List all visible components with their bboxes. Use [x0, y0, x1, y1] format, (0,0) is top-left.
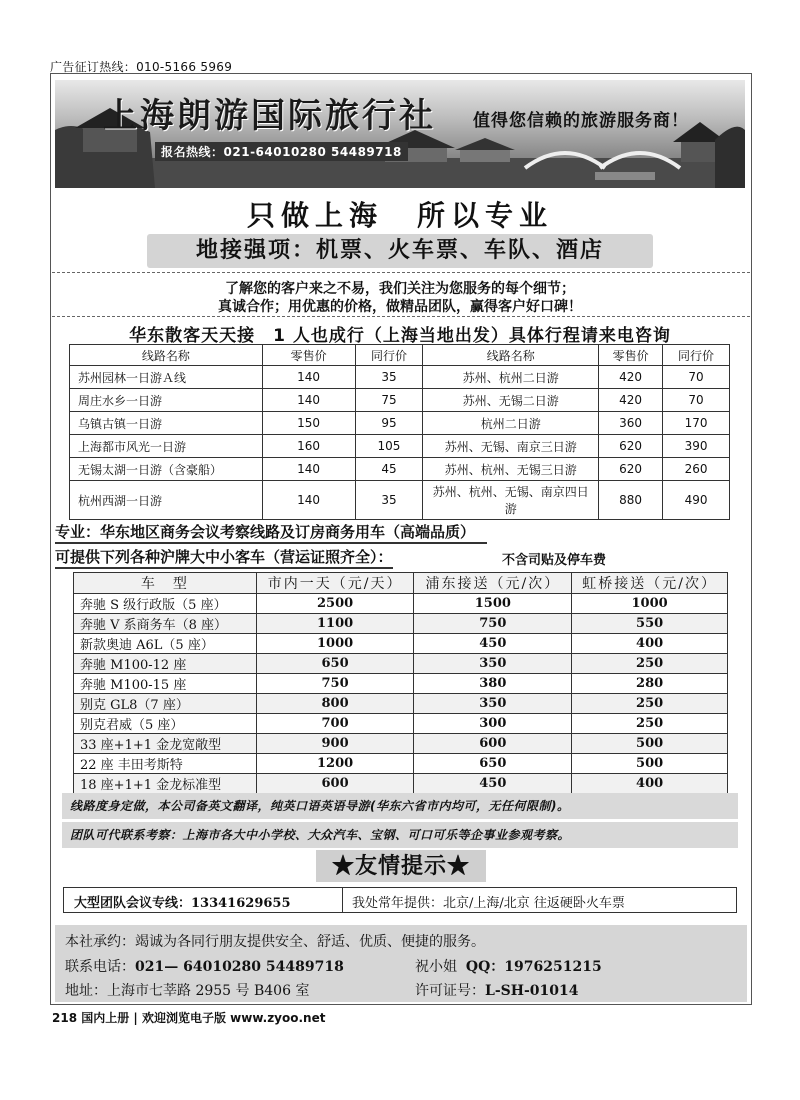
license-label: 许可证号： [415, 983, 485, 999]
page-footer: 218 国内上册 | 欢迎浏览电子版 www.zyoo.net [52, 1011, 326, 1025]
col-route-name: 线路名称 [423, 345, 599, 366]
phone-number: 021— 64010280 54489718 [135, 959, 344, 975]
bus-service-note: 不含司贴及停车费 [502, 553, 607, 568]
promise-label: 本社承约： [65, 934, 135, 950]
address-text: 上海市七莘路 2955 号 B406 室 [107, 983, 310, 999]
route-name: 杭州西湖一日游 [70, 481, 263, 520]
hongqiao-price: 400 [572, 774, 728, 794]
col-route-name: 线路名称 [70, 345, 263, 366]
pudong-price: 750 [414, 614, 572, 634]
trade-price: 390 [663, 435, 730, 458]
retail-price: 150 [262, 412, 355, 435]
city-day-price: 1200 [256, 754, 414, 774]
vehicles-header-row [74, 573, 728, 594]
table-row [74, 634, 728, 654]
divider [52, 316, 750, 317]
vehicle-type: 22 座 丰田考斯特 [74, 754, 257, 774]
city-day-price: 1000 [256, 634, 414, 654]
address-line [65, 980, 309, 1000]
pudong-price: 350 [414, 654, 572, 674]
intro-line-1: 了解您的客户来之不易，我们关注为您服务的每个细节； [225, 281, 575, 297]
banner-phone-number: 021-64010280 54489718 [223, 145, 402, 159]
table-row [74, 734, 728, 754]
route-name: 周庄水乡一日游 [70, 389, 263, 412]
banner-phone [155, 142, 408, 161]
retail-price: 140 [262, 389, 355, 412]
business-service: 专业：华东地区商务会议考察线路及订房商务用车（高端品质） [55, 521, 487, 544]
ad-hotline: 广告征订热线：010-5166 5969 [50, 60, 233, 74]
table-row [70, 458, 730, 481]
table-row [74, 614, 728, 634]
retail-price: 420 [599, 389, 663, 412]
trade-price: 490 [663, 481, 730, 520]
banner [55, 80, 745, 188]
qq-number: QQ：1976251215 [465, 959, 602, 975]
city-day-price: 650 [256, 654, 414, 674]
banner-slogan: 值得您信赖的旅游服务商！ [473, 111, 689, 131]
promise-text: 竭诚为各同行朋友提供安全、舒适、优质、便捷的服务。 [135, 934, 485, 950]
city-day-price: 900 [256, 734, 414, 754]
col-pudong-transfer: 浦东接送（元/次） [414, 573, 572, 594]
license-number: L-SH-01014 [485, 983, 579, 999]
contact-line [415, 956, 602, 976]
address-label: 地址： [65, 983, 107, 999]
routes-header-row [70, 345, 730, 366]
hongqiao-price: 250 [572, 654, 728, 674]
vehicle-type: 奔驰 M100-12 座 [74, 654, 257, 674]
trade-price: 260 [663, 458, 730, 481]
route-name: 苏州、无锡二日游 [423, 389, 599, 412]
pudong-price: 450 [414, 774, 572, 794]
route-name: 无锡太湖一日游（含豪船） [70, 458, 263, 481]
hongqiao-price: 400 [572, 634, 728, 654]
vehicles-table [73, 572, 728, 794]
table-row [70, 412, 730, 435]
route-name: 苏州、杭州、无锡、南京四日游 [423, 481, 599, 520]
city-day-price: 600 [256, 774, 414, 794]
city-day-price: 2500 [256, 594, 414, 614]
col-city-day: 市内一天（元/天） [256, 573, 414, 594]
divider [342, 888, 343, 912]
vehicle-type: 别克君威（5 座） [74, 714, 257, 734]
pudong-price: 600 [414, 734, 572, 754]
hongqiao-price: 1000 [572, 594, 728, 614]
train-tickets: 我处常年提供：北京/上海/北京 往返硬卧火车票 [352, 896, 625, 911]
retail-price: 620 [599, 435, 663, 458]
main-slogan: 只做上海 所以专业 [246, 199, 553, 232]
table-row [74, 654, 728, 674]
col-retail-price: 零售价 [599, 345, 663, 366]
table-row [70, 389, 730, 412]
visit-note: 团队可代联系考察：上海市各大中小学校、大众汽车、宝钢、可口可乐等企事业参观考察。 [62, 822, 738, 848]
route-name: 上海都市风光一日游 [70, 435, 263, 458]
retail-price: 160 [262, 435, 355, 458]
vehicle-type: 奔驰 V 系商务车（8 座） [74, 614, 257, 634]
route-name: 苏州、杭州、无锡三日游 [423, 458, 599, 481]
trade-price: 45 [355, 458, 423, 481]
tips-title: ★友情提示★ [316, 850, 486, 882]
translation-note: 线路度身定做，本公司备英文翻译，纯英口语英语导游(华东六省市内均可，无任何限制)。 [62, 793, 738, 819]
table-row [74, 694, 728, 714]
pudong-price: 450 [414, 634, 572, 654]
route-name: 乌镇古镇一日游 [70, 412, 263, 435]
contact-name: 祝小姐 [415, 959, 457, 975]
vehicle-type: 新款奥迪 A6L（5 座） [74, 634, 257, 654]
table-row [74, 674, 728, 694]
retail-price: 140 [262, 481, 355, 520]
vehicle-type: 别克 GL8（7 座） [74, 694, 257, 714]
vehicle-type: 奔驰 M100-15 座 [74, 674, 257, 694]
pudong-price: 350 [414, 694, 572, 714]
trade-price: 70 [663, 366, 730, 389]
col-vehicle-type: 车 型 [74, 573, 257, 594]
table-row [74, 774, 728, 794]
tips-box [63, 887, 737, 913]
pudong-price: 300 [414, 714, 572, 734]
vehicle-type: 18 座+1+1 金龙标准型 [74, 774, 257, 794]
route-name: 苏州园林一日游Ａ线 [70, 366, 263, 389]
table-row [70, 481, 730, 520]
agency-name: 上海朗游国际旅行社 [103, 96, 436, 136]
col-hongqiao-transfer: 虹桥接送（元/次） [572, 573, 728, 594]
banner-phone-label: 报名热线： [161, 145, 224, 159]
divider [52, 272, 750, 273]
route-name: 杭州二日游 [423, 412, 599, 435]
trade-price: 35 [355, 366, 423, 389]
hongqiao-price: 250 [572, 714, 728, 734]
retail-price: 420 [599, 366, 663, 389]
conference-hotline: 大型团队会议专线：13341629655 [74, 896, 291, 911]
col-trade-price: 同行价 [355, 345, 423, 366]
pudong-price: 650 [414, 754, 572, 774]
license-line [415, 980, 579, 1000]
intro-line-2: 真诚合作；用优惠的价格，做精品团队，赢得客户好口碑！ [218, 299, 582, 315]
table-row [70, 366, 730, 389]
routes-table [69, 344, 730, 520]
trade-price: 75 [355, 389, 423, 412]
trade-price: 35 [355, 481, 423, 520]
phone-label: 联系电话： [65, 959, 135, 975]
hongqiao-price: 500 [572, 734, 728, 754]
table-row [74, 594, 728, 614]
city-day-price: 1100 [256, 614, 414, 634]
promise-line [65, 931, 485, 951]
trade-price: 105 [355, 435, 423, 458]
trade-price: 70 [663, 389, 730, 412]
hongqiao-price: 280 [572, 674, 728, 694]
vehicle-type: 奔驰 S 级行政版（5 座） [74, 594, 257, 614]
strengths-slogan: 地接强项：机票、火车票、车队、酒店 [147, 234, 653, 268]
retail-price: 140 [262, 366, 355, 389]
city-day-price: 750 [256, 674, 414, 694]
pudong-price: 380 [414, 674, 572, 694]
vehicle-type: 33 座+1+1 金龙宽敞型 [74, 734, 257, 754]
table-row [70, 435, 730, 458]
table-row [74, 714, 728, 734]
retail-price: 360 [599, 412, 663, 435]
col-retail-price: 零售价 [262, 345, 355, 366]
hongqiao-price: 550 [572, 614, 728, 634]
retail-price: 140 [262, 458, 355, 481]
routes-title: 华东散客天天接 1 人也成行（上海当地出发）具体行程请来电咨询 [129, 326, 671, 346]
col-trade-price: 同行价 [663, 345, 730, 366]
table-row [74, 754, 728, 774]
bus-service: 可提供下列各种沪牌大中小客车（营运证照齐全）： [55, 546, 393, 569]
hongqiao-price: 250 [572, 694, 728, 714]
hongqiao-price: 500 [572, 754, 728, 774]
phone-line [65, 956, 344, 976]
retail-price: 620 [599, 458, 663, 481]
footer-contact [55, 925, 747, 1002]
route-name: 苏州、杭州二日游 [423, 366, 599, 389]
city-day-price: 700 [256, 714, 414, 734]
pudong-price: 1500 [414, 594, 572, 614]
route-name: 苏州、无锡、南京三日游 [423, 435, 599, 458]
retail-price: 880 [599, 481, 663, 520]
city-day-price: 800 [256, 694, 414, 714]
trade-price: 170 [663, 412, 730, 435]
trade-price: 95 [355, 412, 423, 435]
